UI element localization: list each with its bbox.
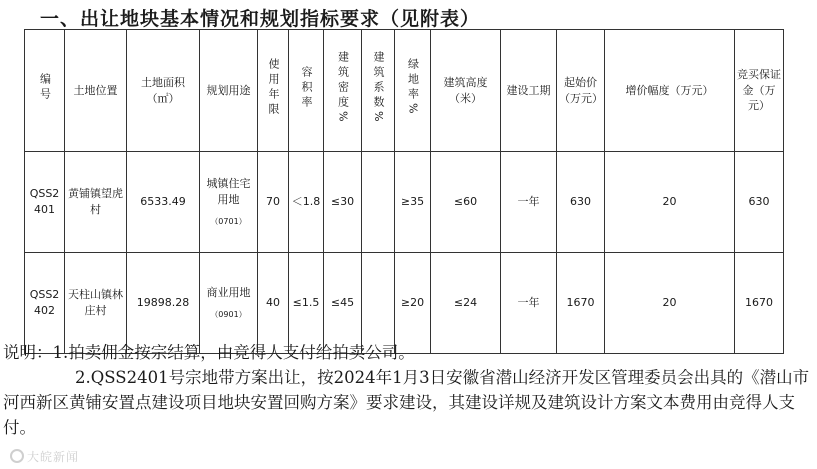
use-code: （0701） <box>210 217 247 227</box>
cell-density: ≤30 <box>324 152 362 253</box>
note-1: 说明：1.拍卖佣金按宗结算，由竞得人支付给拍卖公司。 <box>3 343 415 362</box>
cell-deposit: 630 <box>735 152 784 253</box>
cell-id: QSS2401 <box>25 152 65 253</box>
cell-years: 40 <box>258 253 289 354</box>
header-id: 编号 <box>25 30 65 152</box>
header-location: 土地位置 <box>65 30 127 152</box>
cell-density: ≤45 <box>324 253 362 354</box>
cell-location: 黄铺镇望虎村 <box>65 152 127 253</box>
cell-area: 19898.28 <box>127 253 200 354</box>
cell-location: 天柱山镇林庄村 <box>65 253 127 354</box>
header-increment: 增价幅度（万元） <box>605 30 735 152</box>
watermark-logo-icon <box>10 449 24 463</box>
use-label: 城镇住宅用地 <box>206 177 251 207</box>
watermark <box>10 448 79 465</box>
section-heading: 一、出让地块基本情况和规划指标要求（见附表） <box>40 8 481 30</box>
table-header-row <box>25 30 784 152</box>
cell-years: 70 <box>258 152 289 253</box>
header-height: 建筑高度（米） <box>431 30 501 152</box>
use-code: （0901） <box>210 310 247 320</box>
land-parcel-table <box>24 29 784 354</box>
cell-start-price: 630 <box>557 152 605 253</box>
notes <box>3 340 811 440</box>
cell-period: 一年 <box>501 253 557 354</box>
cell-increment: 20 <box>605 253 735 354</box>
cell-use <box>200 253 258 354</box>
cell-deposit: 1670 <box>735 253 784 354</box>
cell-coverage <box>362 253 395 354</box>
table-row <box>25 253 784 354</box>
header-green: 绿地率% <box>395 30 431 152</box>
cell-id: QSS2402 <box>25 253 65 354</box>
cell-height: ≤24 <box>431 253 501 354</box>
cell-start-price: 1670 <box>557 253 605 354</box>
cell-increment: 20 <box>605 152 735 253</box>
header-far: 容积率 <box>289 30 324 152</box>
cell-green: ≥20 <box>395 253 431 354</box>
cell-area: 6533.49 <box>127 152 200 253</box>
use-label: 商业用地 <box>206 286 251 300</box>
note-2: 2.QSS2401号宗地带方案出让，按2024年1月3日安徽省潜山经济开发区管理委员会出具的《潜山市河西新区黄铺安置点建设项目地块安置回购方案》要求建设，其建设详规及建筑设计方案文本费用由竞得人支付。 <box>3 368 810 437</box>
header-years: 使用年限 <box>258 30 289 152</box>
cell-coverage <box>362 152 395 253</box>
cell-height: ≤60 <box>431 152 501 253</box>
header-start-price: 起始价（万元） <box>557 30 605 152</box>
cell-far: ≤1.5 <box>289 253 324 354</box>
cell-green: ≥35 <box>395 152 431 253</box>
table-row <box>25 152 784 253</box>
watermark-text: 大皖新闻 <box>27 450 80 464</box>
header-area: 土地面积（㎡） <box>127 30 200 152</box>
header-use: 规划用途 <box>200 30 258 152</box>
header-deposit: 竞买保证金（万元） <box>735 30 784 152</box>
cell-period: 一年 <box>501 152 557 253</box>
header-period: 建设工期 <box>501 30 557 152</box>
cell-use <box>200 152 258 253</box>
cell-far: ＜1.8 <box>289 152 324 253</box>
header-coverage: 建筑系数% <box>362 30 395 152</box>
header-density: 建筑密度% <box>324 30 362 152</box>
